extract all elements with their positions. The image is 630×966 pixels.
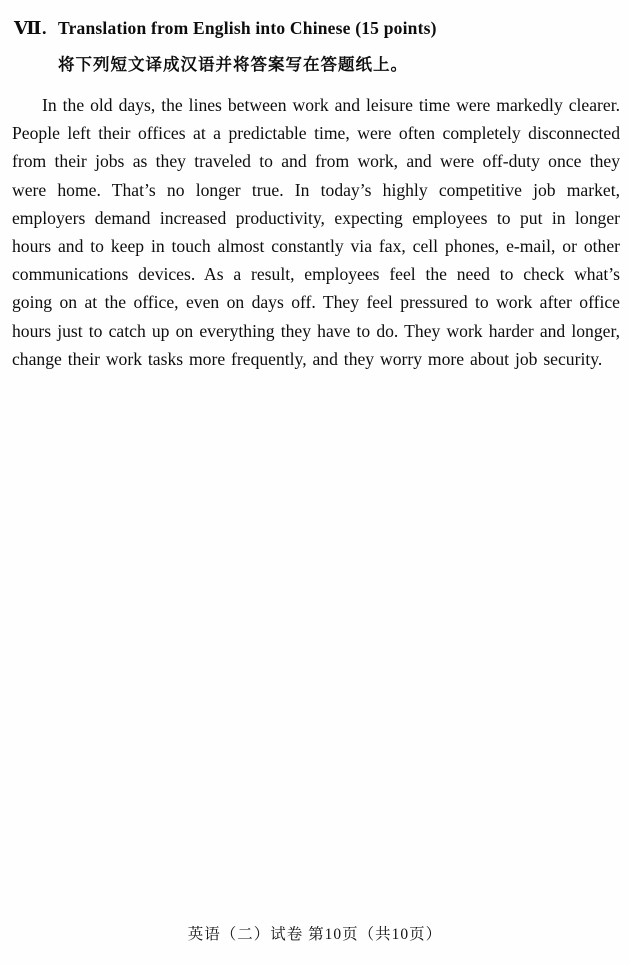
section-title: Translation from English into Chinese (15 points) <box>58 18 437 38</box>
section-heading <box>0 0 630 39</box>
passage-text: In the old days, the lines between work and leisure time were markedly clearer. People left their offices at a predictable time, were often completely disconnected from their jobs as they traveled to and from work, and were off-duty once they were home. That’s no longer true. In today’s highly competitive job market, employers demand increased productivity, expecting employees to put in longer hours and to keep in touch almost constantly via fax, cell phones, e-mail, or other communications devices. As a result, employees feel the need to check what’s going on at the office, even on days off. They feel pressured to work after office hours just to catch up on everything they have to do. They work harder and longer, change their work tasks more frequently, and they worry more about job security. <box>12 95 620 369</box>
instruction-chinese: 将下列短文译成汉语并将答案写在答题纸上。 <box>58 56 408 74</box>
section-number: Ⅶ. <box>14 18 47 38</box>
page-footer: 英语（二）试卷 第10页（共10页） <box>187 926 443 943</box>
